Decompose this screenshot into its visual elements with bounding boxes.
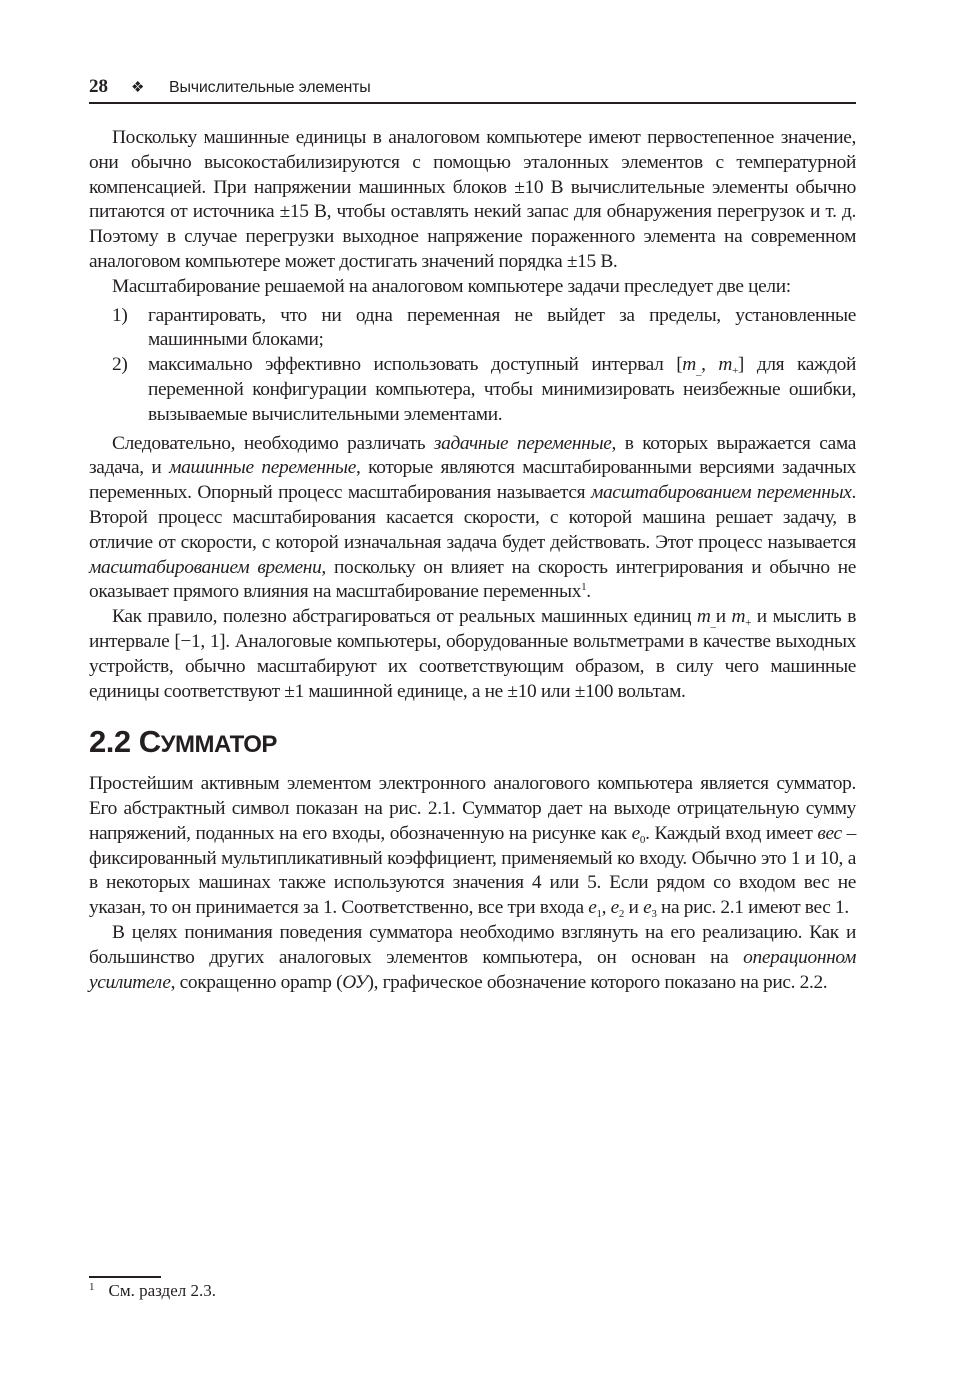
list-number: 2) xyxy=(112,354,128,376)
section-number: 2.2 xyxy=(89,724,131,760)
book-page xyxy=(89,76,856,995)
running-header xyxy=(89,76,856,104)
term-weight: вес xyxy=(817,822,842,844)
term-problem-variables: задачные переменные xyxy=(433,432,612,454)
page-number: 28 xyxy=(89,76,108,97)
paragraph-scaling-goals: Масштабирование решаемой на аналоговом компьютере задачи преследует две цели: xyxy=(112,275,791,297)
list-item xyxy=(89,304,856,354)
scaling-goals-list xyxy=(89,304,856,428)
section-title: СУММАТОР xyxy=(138,724,277,760)
paragraph-machine-units: Поскольку машинные единицы в аналоговом компьютере имеют первостепенное значение, они обычно высокостабилизируются с помощью эталонных элементов с температурной компенсацией. При напряжении машинных блоков ±10 В вычислительные элементы обычно питаются от источника ±15 В, чтобы оставлять некий запас для обнаружения перегрузок и т. д. Поэтому в случае перегрузки выходное напряжение пораженного элемента на современном аналоговом компьютере может достигать значений порядка ±15 В. xyxy=(89,127,856,272)
ornament-icon: ❖ xyxy=(131,79,145,96)
list-text: гарантировать, что ни одна переменная не выйдет за пределы, установленные машинными блоками; xyxy=(148,304,856,351)
list-number: 1) xyxy=(112,304,128,326)
term-operational-amplifier: операционном усилителе xyxy=(89,946,856,993)
footnote-text: См. раздел 2.3. xyxy=(108,1281,216,1300)
list-text: максимально эффективно использовать доступный интервал [$m_{\_}$, $m_+$] для каждой переменной конфигурации компьютера, чтобы минимизировать неизбежные ошибки, вызываемые вычислительными элементами. xyxy=(148,354,856,425)
chapter-title: Вычислительные элементы xyxy=(169,79,371,96)
paragraph-opamp: В целях понимания поведения сумматора необходимо взглянуть на его реализацию. Как и большинство других аналоговых элементов компьютера, он основан на операционном усилителе, сокращенно opamp (ОУ), графическое обозначение которого показано на рис. 2.2. xyxy=(89,921,856,993)
footnote-divider xyxy=(89,1276,161,1278)
paragraph-variables: Следовательно, необходимо различать задачные переменные, в которых выражается сама задача, и машинные переменные, которые являются масштабированными версиями задачных переменных. Опорный процесс масштабирования называется масштабированием переменных. Второй процесс масштабирования касается скорости, с которой машина решает задачу, в отличие от скорости, с которой изначальная задача будет действовать. Этот процесс называется масштабированием времени, поскольку он влияет на скорость интегрирования и обычно не оказывает прямого влияния на масштабирование переменных$^1$. xyxy=(89,432,856,603)
term-time-scaling: масштабированием времени xyxy=(89,556,322,578)
footnote-reference[interactable]: 1 xyxy=(581,581,587,594)
paragraph-summer-intro: Простейшим активным элементом электронного аналогового компьютера является сумматор. Его абстрактный символ показан на рис. 2.1. Сумматор дает на выходе отрицательную сумму напряжений, поданных на его входы, обозначенную на рисунке как $e_0$. Каждый вход имеет вес – фиксированный мультипликативный коэффициент, применяемый ко входу. Обычно это 1 и 10, а в некоторых машинах также используются значения 4 или 5. Если рядом со входом вес не указан, то он принимается за 1. Соответственно, все три входа $e_1$, $e_2$ и $e_3$ на рис. 2.1 имеют вес 1. xyxy=(89,773,857,921)
section-heading xyxy=(89,724,856,760)
footnote-mark: 1 xyxy=(89,1281,95,1293)
footnote xyxy=(89,1281,216,1301)
term-machine-variables: машинные переменные xyxy=(169,457,356,479)
body-text xyxy=(89,126,856,995)
list-item xyxy=(89,353,856,427)
term-variable-scaling: масштабированием переменных xyxy=(590,482,852,504)
paragraph-abstract-units: Как правило, полезно абстрагироваться от реальных машинных единиц $m_{\_}и$ $m_+$ и мыслить в интервале [−1, 1]. Аналоговые компьютеры, оборудованные вольтметрами в качестве выходных устройств, обычно масштабируют их соответствующим образом, в силу чего машинные единицы соответствуют ±1 машинной единице, а не ±10 или ±100 вольтам. xyxy=(89,606,856,702)
